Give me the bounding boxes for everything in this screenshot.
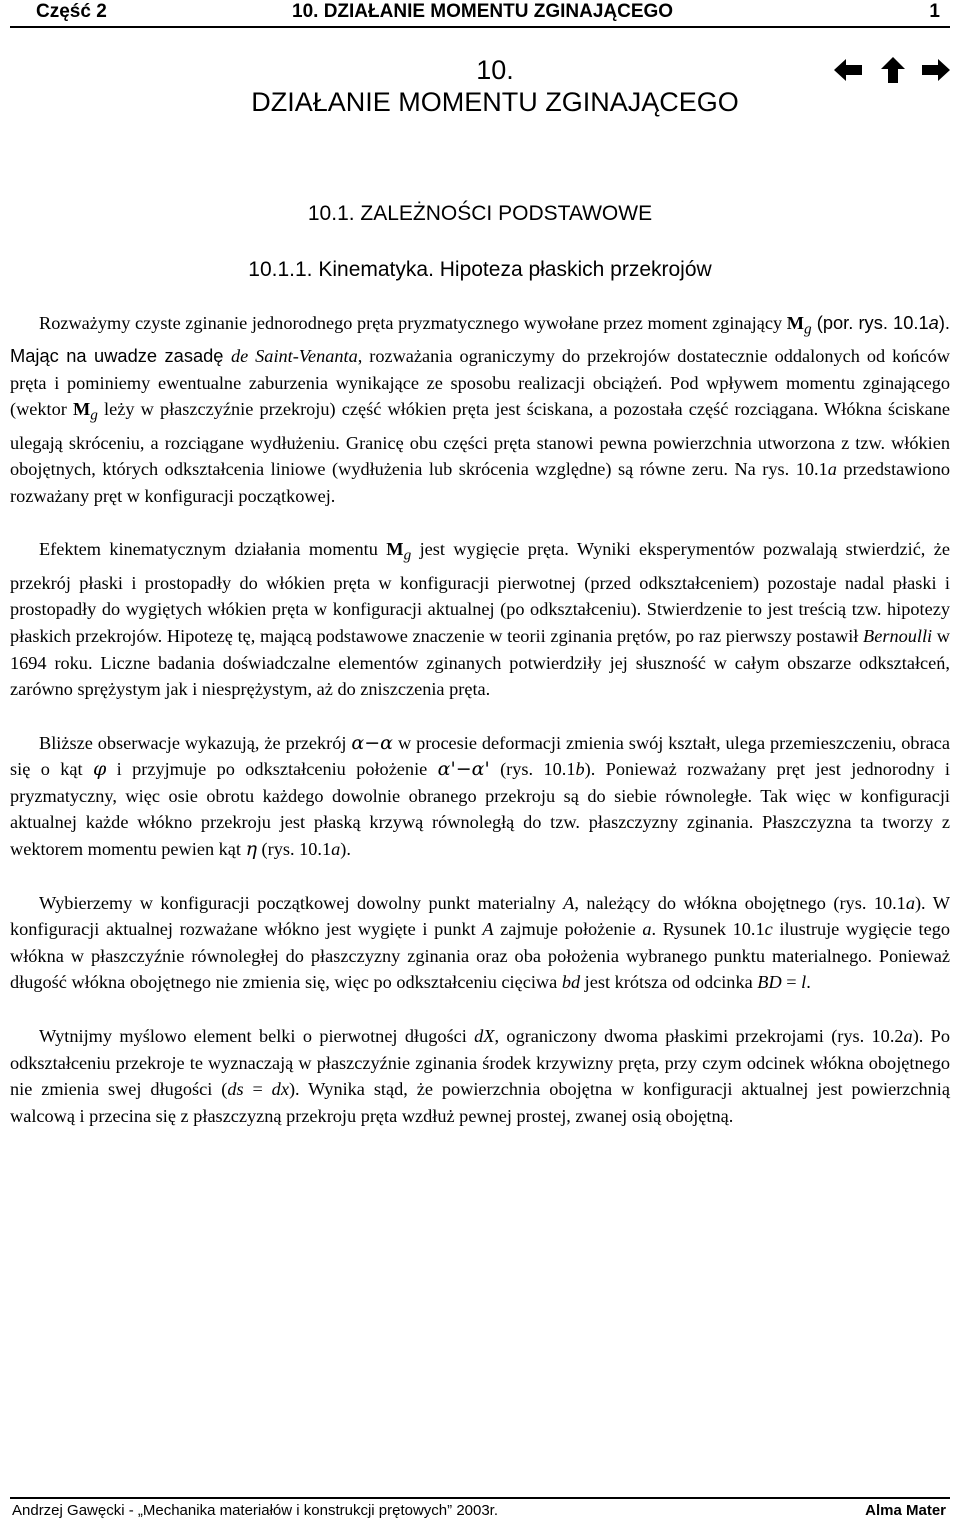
navigation-arrows xyxy=(832,56,952,84)
chapter-title: DZIAŁANIE MOMENTU ZGINAJĄCEGO xyxy=(251,87,739,117)
paragraph-5: Wytnijmy myślowo element belki o pierwotnej długości dX, ograniczony dwoma płaskimi przekrojami (rys. 10.2a). Po odkształceniu przekroje te wyznaczają w płaszczyźnie zginania środek krzywizny pręta, przy czym odcinek włókna obojętnego nie zmienia swej długości (ds = dx). Wynika stąd, że powierzchnia obojętna w konfiguracji aktualnej jest powierzchnią walcową i przecina się z płaszczyzną przekroju pręta wzdłuż pewnej prostej, zwanej osią obojętną. xyxy=(10,1026,950,1126)
paragraph-4: Wybierzemy w konfiguracji początkowej dowolny punkt materialny A, należący do włókna obojętnego (rys. 10.1a). W konfiguracji aktualnej rozważane włókno jest wygięte i punkt A zajmuje położenie a. Rysunek 10.1c ilustruje wygięcie tego włókna w płaszczyźnie równoległej do płaszczyzny zginania oraz oba położenia wybranego punktu materialnego. Ponieważ długość włókna obojętnego nie zmienia się, więc po odkształceniu cięciwa bd jest krótsza od odcinka BD = l. xyxy=(10,892,951,993)
arrow-left-icon[interactable] xyxy=(832,56,864,84)
chapter-number: 10. xyxy=(476,55,514,85)
main-text xyxy=(10,310,950,1156)
section-heading: 10.1. ZALEŻNOŚCI PODSTAWOWE xyxy=(307,202,653,225)
arrow-right-icon[interactable] xyxy=(920,56,952,84)
page-footer xyxy=(10,1497,950,1521)
header-page-number: 1 xyxy=(929,1,940,22)
footer-author: Andrzej Gawęcki - „Mechanika materiałów i konstrukcji prętowych” 2003r. xyxy=(12,1502,499,1519)
page-header xyxy=(10,0,950,28)
paragraph-2: Efektem kinematycznym działania momentu $M_g$ jest wygięcie pręta. Wyniki eksperymentów pozwalają stwierdzić, że przekrój płaski i prostopadły do włókien pręta w konfiguracji pierwotnej (przed odkształceniem) pozostaje nadal płaski i prostopadły do wygiętych włókien pręta w konfiguracji aktualnej (po odkształceniu). Stwierdzenie to jest treścią tzw. hipotezy płaskich przekrojów. Hipotezę tę, mającą podstawowe znaczenie w teorii zginania prętów, po raz pierwszy postawił Bernoulli w 1694 roku. Liczne badania doświadczalne elementów zginanych potwierdziły jej słuszność w całym obszarze odkształceń, zarówno sprężystym jak i niesprężystym, aż do zniszczenia pręta. xyxy=(10,539,950,700)
footer-publisher: Alma Mater xyxy=(865,1502,946,1519)
header-part: Część 2 xyxy=(36,1,107,22)
subsection-heading: 10.1.1. Kinematyka. Hipoteza płaskich przekrojów xyxy=(248,258,712,281)
arrow-up-icon[interactable] xyxy=(877,56,909,84)
paragraph-1: Rozważymy czyste zginanie jednorodnego pręta pryzmatycznego wywołane przez moment zginający $M_g$ (por. rys. 10.1a). Mając na uwadze zasadę de Saint-Venanta, rozważania ograniczymy do przekrojów dostatecznie oddalonych od końców pręta i pominiemy ewentualne zaburzenia wynikające ze sposobu realizacji obciążeń. Pod wpływem momentu zginającego (wektor $M_g$ leży w płaszczyźnie przekroju) część włókien pręta jest ściskana, a pozostała część rozciągana. Włókna ściskane ulegają skróceniu, a rozciągane wydłużeniu. Granicę obu części pręta stanowi pewna powierzchnia utworzona z tzw. włókien obojętnych, których odkształcenia liniowe (wydłużenia lub skrócenia względne) są równe zeru. Na rys. 10.1a przedstawiono rozważany pręt w konfiguracji początkowej. xyxy=(10,312,950,506)
paragraph-3: Bliższe obserwacje wykazują, że przekrój α−α w procesie deformacji zmienia swój kształt, ulega przemieszczeniu, obraca się o kąt φ i przyjmuje po odkształceniu położenie α'−α' (rys. 10.1b). Ponieważ rozważany pręt jest jednorodny i pryzmatyczny, więc osie obrotu każdego dowolnie obranego przekroju są do siebie równoległe. Tak więc w konfiguracji aktualnej każde włókno przekroju jest płaską krzywą równoległą do tzw. płaszczyzny zginania. Płaszczyzna ta tworzy z wektorem momentu pewien kąt η (rys. 10.1a). xyxy=(10,731,950,861)
header-chapter: 10. DZIAŁANIE MOMENTU ZGINAJĄCEGO xyxy=(292,1,674,22)
